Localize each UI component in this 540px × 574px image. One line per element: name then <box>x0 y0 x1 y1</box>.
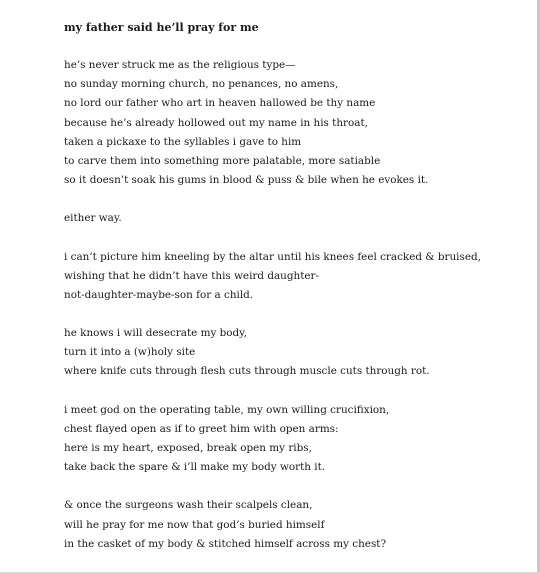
poem-line: he’s never struck me as the religious type— <box>64 59 296 71</box>
poem-line: where knife cuts through flesh cuts through muscle cuts through rot. <box>64 365 430 378</box>
stanza-6 <box>64 496 524 554</box>
poem-line: chest flayed open as if to greet him with open arms: <box>64 422 339 435</box>
stanza-1 <box>64 56 524 190</box>
poem-line: no sunday morning church, no penances, no amens, <box>64 78 339 91</box>
title-spacer <box>64 37 524 56</box>
poem-line: i meet god on the operating table, my own willing crucifixion, <box>64 403 390 416</box>
stanza-3 <box>64 248 524 306</box>
poem-line: no lord our father who art in heaven hallowed be thy name <box>64 97 376 110</box>
poem-line: wishing that he didn’t have this weird daughter- <box>64 269 320 282</box>
poem-line: i can’t picture him kneeling by the altar until his knees feel cracked & bruised, <box>64 250 481 263</box>
poem-line: & once the surgeons wash their scalpels clean, <box>64 499 313 512</box>
poem-line: take back the spare & i’ll make my body worth it. <box>64 461 326 474</box>
poem-line: turn it into a (w)holy site <box>64 346 196 359</box>
poem-line: he knows i will desecrate my body, <box>64 327 247 340</box>
poem-line: in the casket of my body & stitched himself across my chest? <box>64 537 387 550</box>
poem-line: here is my heart, exposed, break open my ribs, <box>64 442 312 454</box>
poem-line: so it doesn’t soak his gums in blood & puss & bile when he evokes it. <box>64 174 429 187</box>
poem-line: to carve them into something more palatable, more satiable <box>64 154 381 167</box>
poem-line: taken a pickaxe to the syllables i gave to him <box>64 135 302 148</box>
poem-line: either way. <box>64 212 122 225</box>
stanza-5 <box>64 401 524 478</box>
poem-line: because he’s already hollowed out my name in his throat, <box>64 116 368 129</box>
poem-title: my father said he’ll pray for me <box>64 21 259 34</box>
stanza-4 <box>64 324 524 382</box>
poem-line: not-daughter-maybe-son for a child. <box>64 288 254 301</box>
poem-line: will he pray for me now that god’s buried himself <box>64 518 325 531</box>
poem <box>64 18 524 573</box>
stanza-2 <box>64 209 524 228</box>
